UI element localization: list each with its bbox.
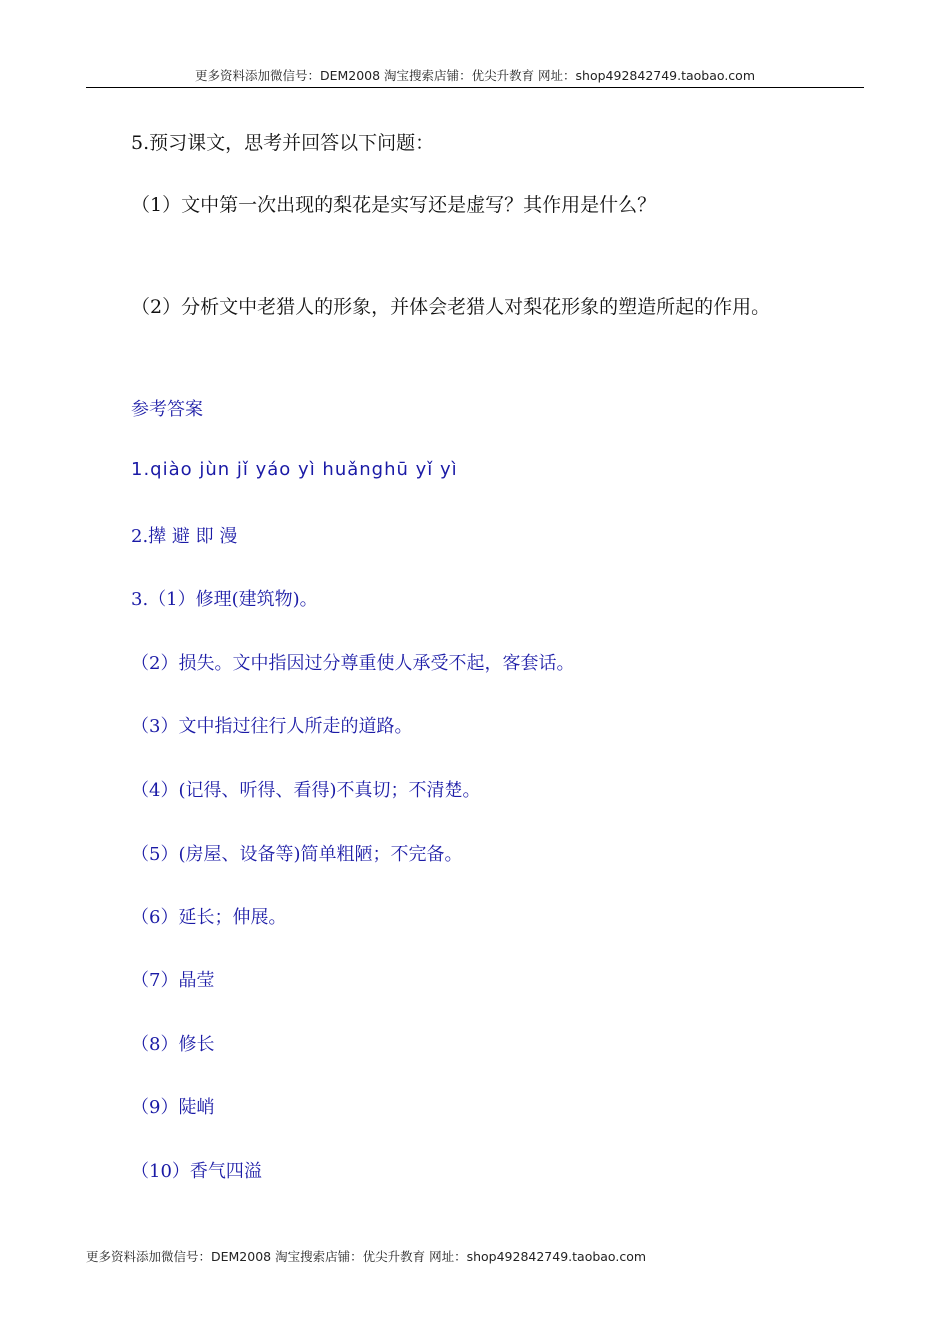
question-5-title: 5.预习课文，思考并回答以下问题：: [131, 132, 435, 154]
answer-3-8: （8）修长: [131, 1034, 215, 1055]
question-5-2: （2）分析文中老猎人的形象，并体会老猎人对梨花形象的塑造所起的作用。: [131, 296, 771, 318]
answer-3-6: （6）延长；伸展。: [131, 907, 287, 928]
answer-3-5: （5）(房屋、设备等)简单粗陋；不完备。: [131, 844, 463, 865]
answer-2: 2.撵 避 即 漫: [131, 526, 238, 547]
answer-3-1: 3.（1）修理(建筑物)。: [131, 589, 318, 610]
answer-1-pinyin: 1.qiào jùn jǐ yáo yì huǎnghū yǐ yì: [131, 459, 458, 480]
answer-3-10: （10）香气四溢: [131, 1161, 262, 1182]
header-divider: [86, 87, 864, 88]
answers-title: 参考答案: [131, 399, 203, 420]
answer-3-9: （9）陡峭: [131, 1097, 215, 1118]
answer-3-4: （4）(记得、听得、看得)不真切；不清楚。: [131, 780, 481, 801]
question-5-1: （1）文中第一次出现的梨花是实写还是虚写？其作用是什么？: [131, 194, 657, 216]
answer-3-7: （7）晶莹: [131, 970, 215, 991]
page-header: 更多资料添加微信号：DEM2008 淘宝搜索店铺：优尖升教育 网址：shop492842749.taobao.com: [194, 68, 756, 83]
answer-3-2: （2）损失。文中指因过分尊重使人承受不起，客套话。: [131, 653, 575, 674]
answer-3-3: （3）文中指过往行人所走的道路。: [131, 716, 413, 737]
page-footer: 更多资料添加微信号：DEM2008 淘宝搜索店铺：优尖升教育 网址：shop492842749.taobao.com: [86, 1249, 647, 1264]
